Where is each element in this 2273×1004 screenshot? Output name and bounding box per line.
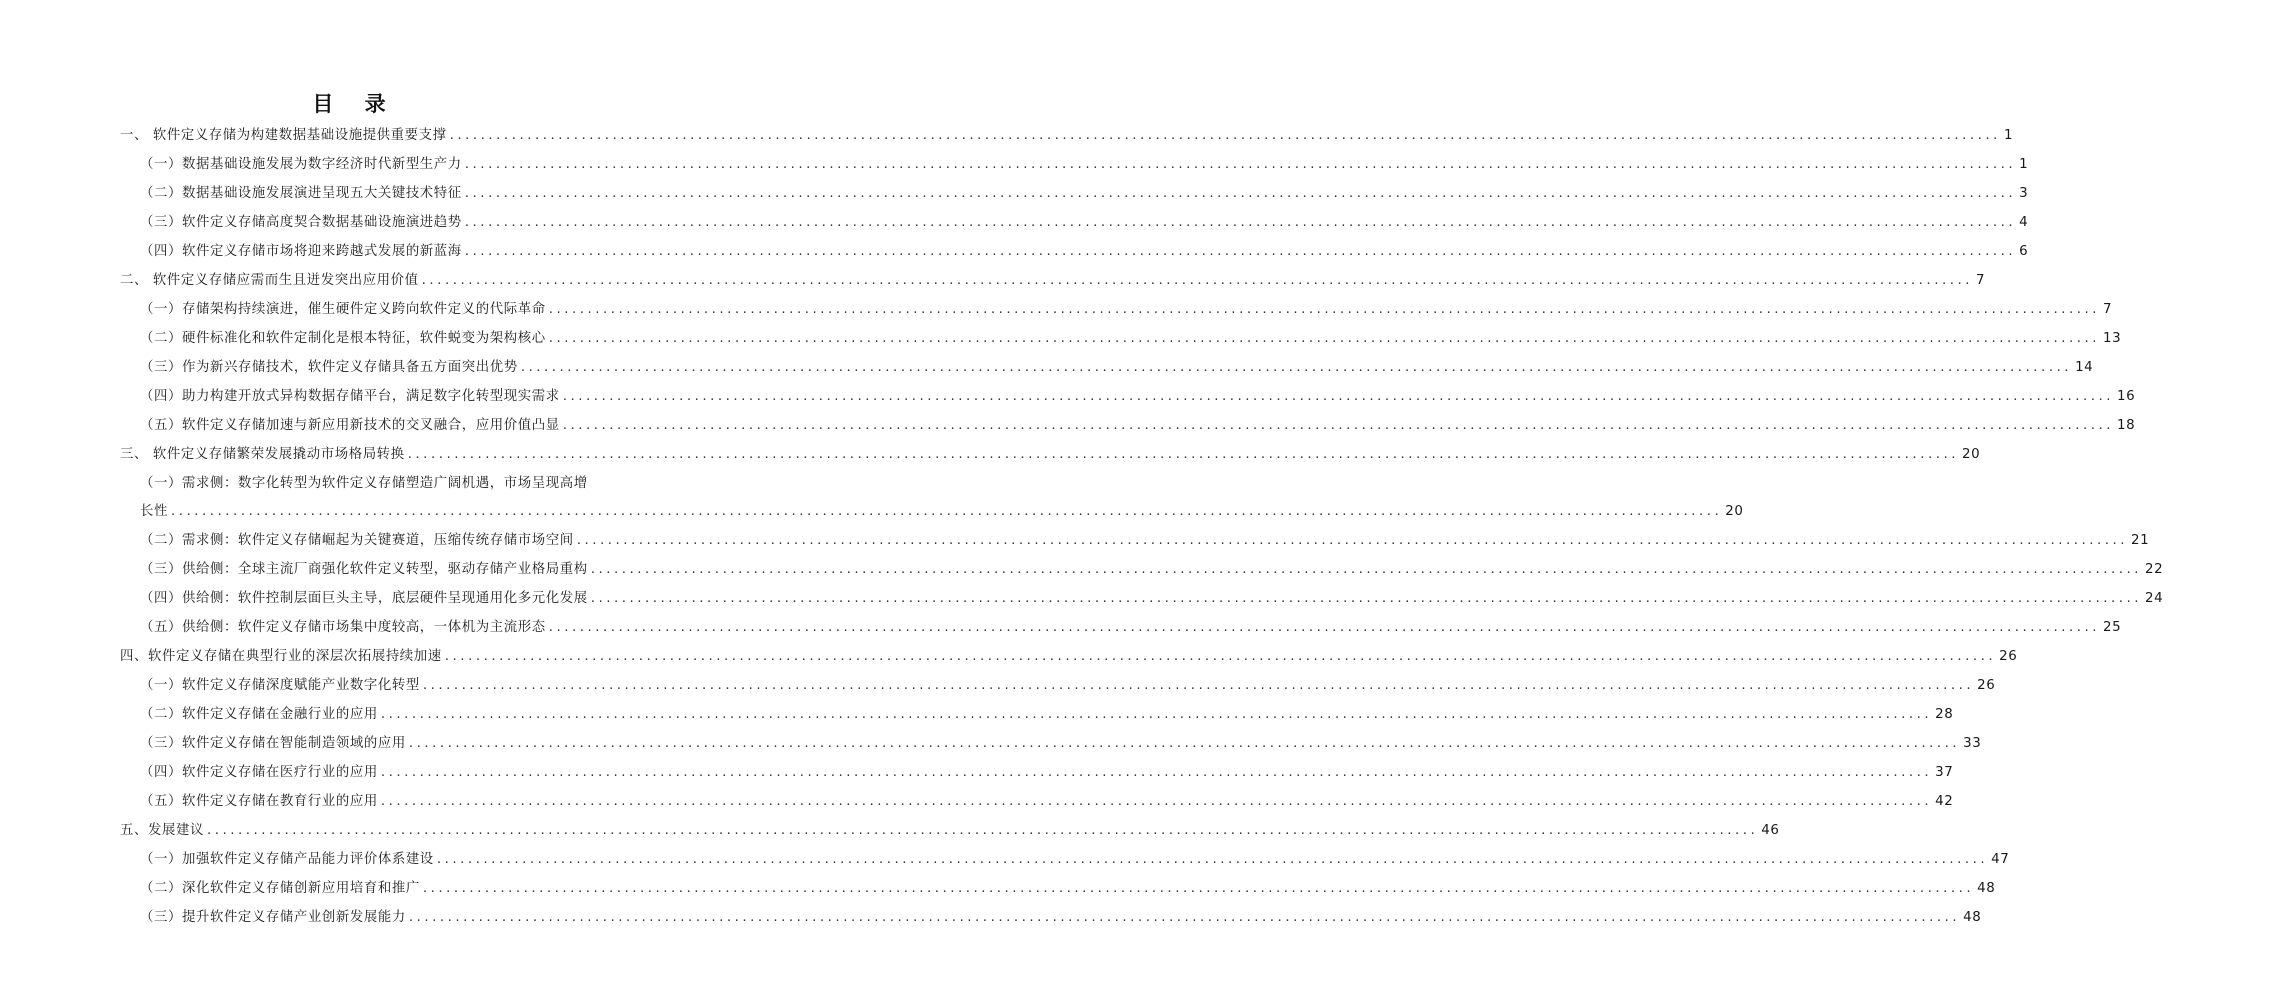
toc-page-number: 14 [2075,360,2094,375]
toc-entry[interactable] [0,414,2136,438]
toc-leader-dots: ........................................................................................................................................................................................................ [444,649,1997,664]
toc-leader-dots: ........................................................................................................................................................................................................ [548,620,2101,635]
toc-entry-title: （三）提升软件定义存储产业创新发展能力 [140,910,406,925]
toc-page-number: 20 [1725,504,1744,519]
toc-entry[interactable] [0,269,1986,293]
toc-leader-dots: ........................................................................................................................................................................................................ [548,302,2101,317]
toc-entry[interactable] [0,616,2122,640]
toc-entry[interactable] [0,558,2164,582]
toc-leader-dots: ........................................................................................................................................................................................................ [590,591,2143,606]
toc-leader-dots: ........................................................................................................................................................................................................ [576,533,2129,548]
toc-leader-dots: ........................................................................................................................................................................................................ [380,707,1933,722]
toc-entry[interactable] [0,385,2136,409]
toc-page-number: 4 [2019,215,2029,230]
toc-entry[interactable] [0,153,2029,177]
toc-entry-title: 三、 软件定义存储繁荣发展撬动市场格局转换 [120,447,405,462]
toc-page-number: 7 [2103,302,2113,317]
toc-entry-title: （四）软件定义存储在医疗行业的应用 [140,765,378,780]
toc-page-number: 48 [1963,910,1982,925]
toc-entry[interactable] [0,906,1982,930]
toc-entry[interactable] [0,703,1954,727]
toc-entry[interactable] [0,500,1744,524]
toc-page-number: 7 [1975,273,1986,288]
toc-leader-dots: ........................................................................................................................................................................................................ [422,678,1975,693]
toc-page-number: 26 [1977,678,1996,693]
toc-page-number: 1 [2019,157,2029,172]
toc-leader-dots: ........................................................................................................................................................................................................ [464,244,2017,259]
toc-leader-dots: ........................................................................................................................................................................................................ [408,910,1961,925]
toc-leader-dots: ........................................................................................................................................................................................................ [449,128,2001,143]
toc-leader-dots: ........................................................................................................................................................................................................ [421,273,1973,288]
toc-leader-dots: ........................................................................................................................................................................................................ [170,504,1723,519]
toc-leader-dots: ........................................................................................................................................................................................................ [408,736,1961,751]
toc-entry-title: （四）软件定义存储市场将迎来跨越式发展的新蓝海 [140,244,462,259]
toc-leader-dots: ........................................................................................................................................................................................................ [464,215,2017,230]
toc-entry-title: 二、 软件定义存储应需而生且迸发突出应用价值 [120,273,419,288]
toc-leader-dots: ........................................................................................................................................................................................................ [422,881,1975,896]
toc-entry-title: （五）软件定义存储加速与新应用新技术的交叉融合，应用价值凸显 [140,418,560,433]
toc-page-number: 46 [1761,823,1780,838]
toc-entry[interactable] [0,645,2018,669]
toc-leader-dots: ........................................................................................................................................................................................................ [436,852,1989,867]
toc-page-number: 22 [2145,562,2164,577]
toc-entry-title: （一）数据基础设施发展为数字经济时代新型生产力 [140,157,462,172]
toc-page-number: 42 [1935,794,1954,809]
toc-leader-dots: ........................................................................................................................................................................................................ [548,331,2101,346]
toc-entry-title: （三）软件定义存储高度契合数据基础设施演进趋势 [140,215,462,230]
toc-entry[interactable] [0,472,850,496]
toc-page-number: 3 [2019,186,2029,201]
toc-entry[interactable] [0,848,2010,872]
toc-entry[interactable] [0,298,2113,322]
toc-entry-title: （二）数据基础设施发展演进呈现五大关键技术特征 [140,186,462,201]
toc-page-number: 20 [1961,447,1981,462]
toc-page-number: 24 [2145,591,2164,606]
toc-leader-dots: ........................................................................................................................................................................................................ [562,418,2115,433]
toc-leader-dots: ........................................................................................................................................................................................................ [206,823,1759,838]
toc-entry-title: （一）软件定义存储深度赋能产业数字化转型 [140,678,420,693]
toc-entry-title: （三）供给侧：全球主流厂商强化软件定义转型，驱动存储产业格局重构 [140,562,588,577]
toc-leader-dots: ........................................................................................................................................................................................................ [590,562,2143,577]
toc-leader-dots: ........................................................................................................................................................................................................ [562,389,2115,404]
toc-page-number: 1 [2003,128,2014,143]
toc-entry[interactable] [0,877,1996,901]
toc-leader-dots: ........................................................................................................................................................................................................ [520,360,2073,375]
toc-page-number: 16 [2117,389,2136,404]
toc-page-number: 37 [1935,765,1954,780]
toc-entry[interactable] [0,732,1982,756]
toc-entry[interactable] [0,761,1954,785]
toc-entry[interactable] [0,327,2122,351]
toc-page-number: 28 [1935,707,1954,722]
toc-entry-title: （二）硬件标准化和软件定制化是根本特征，软件蜕变为架构核心 [140,331,546,346]
toc-page-number: 21 [2131,533,2150,548]
toc-page-number: 25 [2103,620,2122,635]
toc-entry[interactable] [0,819,1780,843]
toc-entry-title: （五）供给侧：软件定义存储市场集中度较高，一体机为主流形态 [140,620,546,635]
toc-entry-title: （三）软件定义存储在智能制造领域的应用 [140,736,406,751]
toc-entry[interactable] [0,182,2029,206]
toc-page-number: 6 [2019,244,2029,259]
toc-entry-title: 长性 [140,504,168,519]
toc-leader-dots: ........................................................................................................................................................................................................ [407,447,1959,462]
toc-entry[interactable] [0,587,2164,611]
toc-entry-title: （四）供给侧：软件控制层面巨头主导，底层硬件呈现通用化多元化发展 [140,591,588,606]
toc-entry[interactable] [0,529,2150,553]
toc-entry[interactable] [0,124,2014,148]
toc-entry-title: （二）需求侧：软件定义存储崛起为关键赛道，压缩传统存储市场空间 [140,533,574,548]
toc-leader-dots: ........................................................................................................................................................................................................ [380,794,1933,809]
toc-entry-title: （三）作为新兴存储技术，软件定义存储具备五方面突出优势 [140,360,518,375]
toc-page-number: 47 [1991,852,2010,867]
toc-entry[interactable] [0,443,1981,467]
toc-entry-title: （五）软件定义存储在教育行业的应用 [140,794,378,809]
page-title: 目 录 [312,92,398,116]
toc-page-number: 48 [1977,881,1996,896]
toc-entry-title: 五、发展建议 [120,823,204,838]
toc-entry-title: （四）助力构建开放式异构数据存储平台，满足数字化转型现实需求 [140,389,560,404]
toc-leader-dots: ........................................................................................................................................................................................................ [380,765,1933,780]
toc-entry-title: （二）软件定义存储在金融行业的应用 [140,707,378,722]
toc-entry[interactable] [0,211,2029,235]
toc-entry-title: （一）加强软件定义存储产品能力评价体系建设 [140,852,434,867]
toc-entry[interactable] [0,356,2094,380]
toc-entry[interactable] [0,790,1954,814]
toc-entry-title: （二）深化软件定义存储创新应用培育和推广 [140,881,420,896]
toc-leader-dots: ........................................................................................................................................................................................................ [464,186,2017,201]
toc-page-number: 33 [1963,736,1982,751]
toc-page-number: 13 [2103,331,2122,346]
toc-entry-title: 四、软件定义存储在典型行业的深层次拓展持续加速 [120,649,442,664]
toc-entry-title: 一、 软件定义存储为构建数据基础设施提供重要支撑 [120,128,447,143]
toc-leader-dots: ........................................................................................................................................................................................................ [464,157,2017,172]
toc-page-number: 18 [2117,418,2136,433]
toc-page-number: 26 [1999,649,2018,664]
toc-entry-title: （一）存储架构持续演进，催生硬件定义跨向软件定义的代际革命 [140,302,546,317]
toc-entry[interactable] [0,674,1996,698]
toc-entry[interactable] [0,240,2029,264]
toc-entry-title: （一）需求侧：数字化转型为软件定义存储塑造广阔机遇，市场呈现高增 [140,476,588,491]
